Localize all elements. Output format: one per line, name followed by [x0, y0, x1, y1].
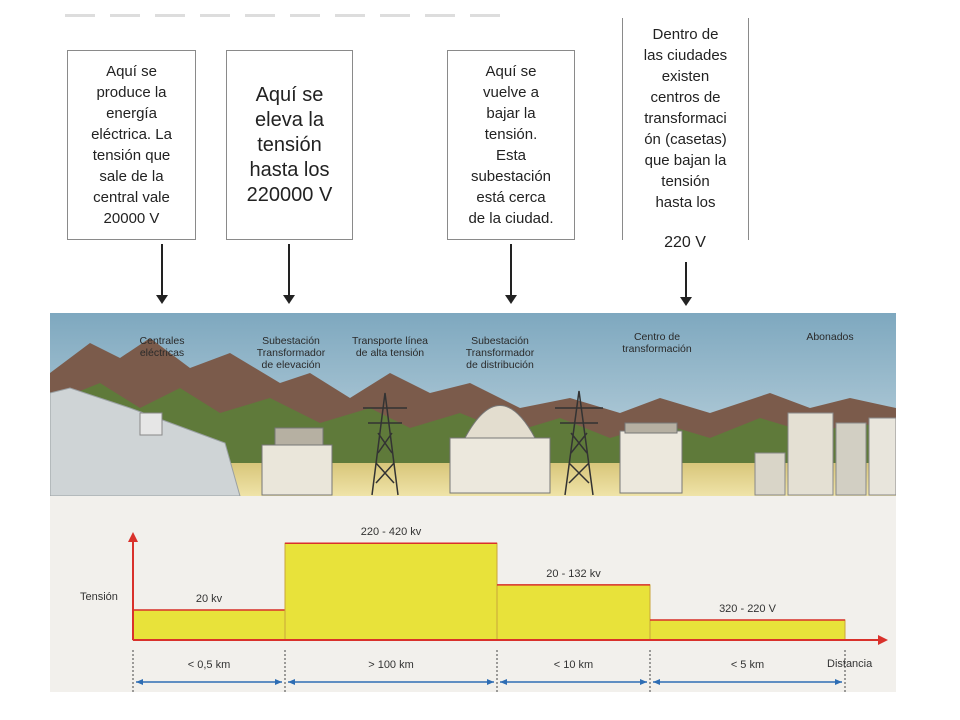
- label-subestacion-elevacion: Subestación Transformador de elevación: [256, 335, 326, 371]
- distance-arrowhead-right: [640, 679, 647, 685]
- voltage-step-bar: [133, 610, 285, 640]
- voltage-step-label: 20 kv: [195, 592, 223, 605]
- info-box-distribution: Aquí se vuelve a bajar la tensión. Esta subestación está cerca de la ciudad.: [447, 50, 575, 240]
- distance-arrowhead-right: [275, 679, 282, 685]
- label-centro-transformacion: Centro de transformación: [622, 331, 692, 355]
- distance-arrowhead-right: [835, 679, 842, 685]
- voltage-step-bar: [285, 543, 497, 640]
- label-transporte: Transporte línea de alta tensión: [351, 335, 429, 359]
- distance-label: > 100 km: [368, 659, 414, 671]
- info-box-generation: Aquí se produce la energía eléctrica. La tensión que sale de la central vale 20000 V: [67, 50, 196, 240]
- distance-arrowhead-left: [653, 679, 660, 685]
- distance-arrowhead-left: [288, 679, 295, 685]
- voltage-step-bar: [650, 620, 845, 640]
- x-axis-label: Distancia: [827, 658, 873, 670]
- info-box-elevation: Aquí se eleva la tensión hasta los 220000 V: [226, 50, 353, 240]
- y-axis-arrowhead: [128, 532, 138, 542]
- distance-label: < 10 km: [553, 659, 594, 671]
- voltage-step-label: 320 - 220 V: [719, 602, 776, 615]
- voltage-step-label: 20 - 132 kv: [546, 567, 601, 580]
- distance-label: < 5 km: [730, 659, 765, 671]
- info-box-voltage-label: 220 V: [630, 234, 740, 252]
- distance-label: < 0,5 km: [187, 659, 231, 671]
- y-axis-label: Tensión: [80, 591, 118, 603]
- label-abonados: Abonados: [806, 331, 854, 343]
- distance-arrowhead-right: [487, 679, 494, 685]
- label-centrales: Centrales eléctricas: [139, 335, 185, 359]
- voltage-step-label: 220 - 420 kv: [360, 526, 422, 539]
- info-box-transformation: Dentro de las ciudades existen centros de transformaci ón (casetas) que bajan la tensión hasta los: [622, 18, 749, 240]
- voltage-step-bar: [497, 585, 650, 640]
- x-axis-arrowhead: [878, 635, 888, 645]
- label-subestacion-distribucion: Subestación Transformador de distribución: [465, 335, 535, 371]
- distance-arrowhead-left: [136, 679, 143, 685]
- distance-arrowhead-left: [500, 679, 507, 685]
